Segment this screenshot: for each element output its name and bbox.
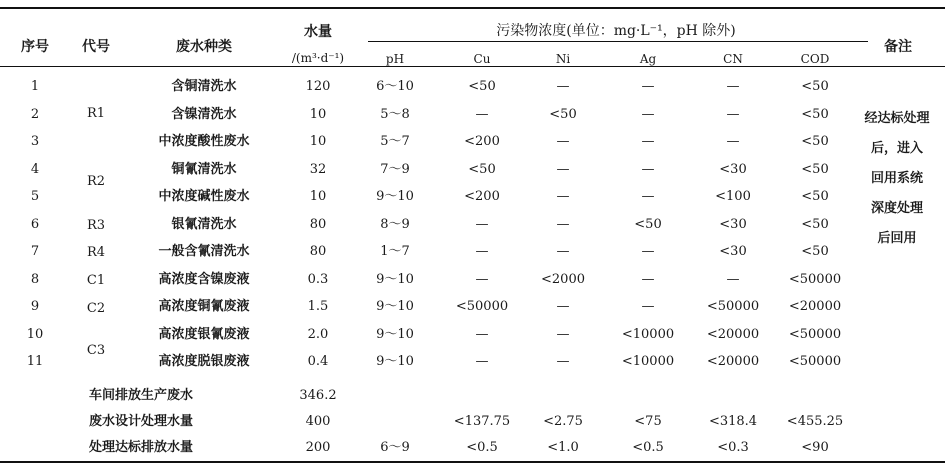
cell-cod: <50 bbox=[801, 134, 829, 149]
header-ni: Ni bbox=[555, 52, 571, 66]
cell-cu: — bbox=[475, 326, 489, 342]
cell-type: 高浓度银氰废液 bbox=[158, 326, 250, 342]
summary-ph: 6～9 bbox=[380, 440, 410, 455]
cell-type: 铜氰清洗水 bbox=[171, 161, 237, 177]
cell-ni: — bbox=[556, 354, 570, 369]
header-cu: Cu bbox=[473, 52, 491, 66]
cell-seq: 2 bbox=[30, 106, 40, 122]
summary-cu: <0.5 bbox=[466, 440, 498, 455]
header-seq: 序号 bbox=[21, 39, 49, 55]
cell-cn: — bbox=[726, 106, 740, 122]
remark-line: 后，进入 bbox=[870, 141, 923, 156]
cell-cod: <50 bbox=[801, 244, 829, 259]
cell-ni: — bbox=[556, 326, 570, 342]
summary-label: 废水设计处理水量 bbox=[88, 414, 194, 429]
header-type: 废水种类 bbox=[176, 39, 232, 55]
summary-ag: <0.5 bbox=[632, 440, 664, 455]
cell-ni: — bbox=[556, 161, 570, 177]
cell-cod: <50000 bbox=[788, 354, 842, 369]
cell-cn: <30 bbox=[719, 216, 747, 232]
cell-ag: <10000 bbox=[621, 326, 675, 342]
cell-ag: — bbox=[641, 79, 655, 94]
cell-cu: — bbox=[475, 354, 489, 369]
cell-ph: 9～10 bbox=[376, 326, 414, 342]
cell-cod: <50000 bbox=[788, 271, 842, 287]
cell-cu: — bbox=[475, 244, 489, 259]
cell-ni: — bbox=[556, 244, 570, 259]
summary-ni: <2.75 bbox=[543, 414, 583, 429]
remark-line: 经达标处理 bbox=[864, 111, 930, 126]
summary-cn: <318.4 bbox=[708, 414, 758, 429]
code-r3: R3 bbox=[86, 218, 106, 233]
cell-cod: <50 bbox=[801, 106, 829, 122]
cell-type: 银氰清洗水 bbox=[171, 216, 237, 232]
cell-volume: 0.4 bbox=[307, 354, 329, 369]
cell-cu: <200 bbox=[464, 134, 500, 149]
header-cn: CN bbox=[723, 52, 743, 66]
cell-cu: — bbox=[475, 106, 489, 122]
cell-volume: 10 bbox=[309, 189, 327, 204]
cell-ag: — bbox=[641, 161, 655, 177]
code-r1: R1 bbox=[86, 106, 106, 121]
remark-line: 后回用 bbox=[877, 231, 917, 246]
cell-cn: — bbox=[726, 271, 740, 287]
cell-ph: 6～10 bbox=[376, 79, 414, 94]
cell-ag: — bbox=[641, 134, 655, 149]
summary-volume: 346.2 bbox=[299, 388, 337, 403]
cell-type: 中浓度碱性废水 bbox=[158, 189, 250, 204]
cell-cn: — bbox=[726, 79, 740, 94]
cell-seq: 1 bbox=[30, 79, 40, 94]
header-ph: pH bbox=[385, 52, 405, 66]
cell-ph: 9～10 bbox=[376, 299, 414, 314]
cell-cn: — bbox=[726, 134, 740, 149]
cell-ph: 8～9 bbox=[380, 216, 410, 232]
cell-ph: 5～8 bbox=[380, 106, 410, 122]
top-rule bbox=[0, 7, 945, 9]
code-c3: C3 bbox=[86, 343, 106, 358]
cell-seq: 4 bbox=[30, 161, 40, 177]
header-volume-unit: /(m³·d⁻¹) bbox=[291, 51, 345, 65]
code-c2: C2 bbox=[86, 301, 106, 316]
remark-line: 深度处理 bbox=[870, 201, 923, 216]
cell-cod: <50000 bbox=[788, 326, 842, 342]
cell-cu: <50 bbox=[468, 79, 496, 94]
cell-volume: 10 bbox=[309, 134, 327, 149]
cell-volume: 80 bbox=[309, 216, 327, 232]
cell-ag: — bbox=[641, 189, 655, 204]
cell-volume: 80 bbox=[309, 244, 327, 259]
cell-type: 高浓度铜氰废液 bbox=[158, 299, 250, 314]
cell-volume: 120 bbox=[305, 79, 331, 94]
summary-cod: <455.25 bbox=[786, 414, 844, 429]
cell-type: 含镍清洗水 bbox=[171, 106, 237, 122]
cell-cn: <50000 bbox=[706, 299, 760, 314]
summary-ni: <1.0 bbox=[547, 440, 579, 455]
summary-cn: <0.3 bbox=[717, 440, 749, 455]
cell-ag: <50 bbox=[634, 216, 662, 232]
header-volume: 水量 bbox=[304, 24, 332, 40]
cell-cod: <20000 bbox=[788, 299, 842, 314]
cell-cod: <50 bbox=[801, 189, 829, 204]
header-remark: 备注 bbox=[884, 39, 912, 55]
cell-seq: 7 bbox=[30, 244, 40, 259]
cell-ni: <2000 bbox=[541, 271, 585, 287]
cell-volume: 10 bbox=[309, 106, 327, 122]
cell-type: 中浓度酸性废水 bbox=[158, 134, 250, 149]
summary-volume: 400 bbox=[305, 414, 331, 429]
header-cod: COD bbox=[800, 52, 830, 66]
summary-label: 处理达标排放水量 bbox=[88, 440, 194, 455]
cell-seq: 3 bbox=[30, 134, 40, 149]
concentration-underline bbox=[368, 41, 868, 42]
cell-cn: <20000 bbox=[706, 326, 760, 342]
cell-cn: <30 bbox=[719, 161, 747, 177]
header-code: 代号 bbox=[82, 39, 110, 55]
cell-cu: — bbox=[475, 216, 489, 232]
cell-ph: 1～7 bbox=[380, 244, 410, 259]
summary-volume: 200 bbox=[305, 440, 331, 455]
cell-ph: 9～10 bbox=[376, 271, 414, 287]
code-r4: R4 bbox=[86, 245, 106, 260]
cell-volume: 1.5 bbox=[307, 299, 329, 314]
cell-ni: — bbox=[556, 189, 570, 204]
cell-volume: 32 bbox=[309, 161, 327, 177]
cell-ph: 7～9 bbox=[380, 161, 410, 177]
cell-type: 高浓度脱银废液 bbox=[158, 354, 250, 369]
cell-cu: <50 bbox=[468, 161, 496, 177]
cell-seq: 10 bbox=[26, 326, 44, 342]
cell-cod: <50 bbox=[801, 216, 829, 232]
cell-cu: — bbox=[475, 271, 489, 287]
cell-type: 高浓度含镍废液 bbox=[158, 271, 250, 287]
cell-cn: <30 bbox=[719, 244, 747, 259]
code-r2: R2 bbox=[86, 174, 106, 189]
cell-ni: — bbox=[556, 216, 570, 232]
cell-ni: — bbox=[556, 134, 570, 149]
cell-ag: — bbox=[641, 271, 655, 287]
cell-ph: 5～7 bbox=[380, 134, 410, 149]
cell-ph: 9～10 bbox=[376, 189, 414, 204]
cell-ni: — bbox=[556, 299, 570, 314]
cell-ag: — bbox=[641, 244, 655, 259]
summary-cu: <137.75 bbox=[453, 414, 511, 429]
cell-cn: <20000 bbox=[706, 354, 760, 369]
cell-seq: 8 bbox=[30, 271, 40, 287]
cell-seq: 5 bbox=[30, 189, 40, 204]
header-ag: Ag bbox=[639, 52, 657, 66]
cell-ag: <10000 bbox=[621, 354, 675, 369]
cell-type: 一般含氰清洗水 bbox=[158, 244, 250, 259]
cell-type: 含铜清洗水 bbox=[171, 79, 237, 94]
cell-ni: <50 bbox=[549, 106, 577, 122]
cell-seq: 11 bbox=[26, 354, 44, 369]
cell-cu: <50000 bbox=[455, 299, 509, 314]
cell-ph: 9～10 bbox=[376, 354, 414, 369]
cell-volume: 0.3 bbox=[307, 271, 329, 287]
cell-cod: <50 bbox=[801, 161, 829, 177]
summary-ag: <75 bbox=[634, 414, 662, 429]
cell-ag: — bbox=[641, 106, 655, 122]
cell-cn: <100 bbox=[715, 189, 751, 204]
cell-seq: 9 bbox=[30, 299, 40, 314]
summary-label: 车间排放生产废水 bbox=[88, 388, 194, 403]
cell-seq: 6 bbox=[30, 216, 40, 232]
summary-cod: <90 bbox=[801, 440, 829, 455]
cell-volume: 2.0 bbox=[307, 326, 329, 342]
code-c1: C1 bbox=[86, 273, 106, 288]
header-concentration: 污染物浓度(单位：mg·L⁻¹，pH 除外) bbox=[496, 23, 736, 39]
cell-cu: <200 bbox=[464, 189, 500, 204]
cell-ag: — bbox=[641, 299, 655, 314]
remark-line: 回用系统 bbox=[870, 171, 923, 186]
cell-ni: — bbox=[556, 79, 570, 94]
cell-cod: <50 bbox=[801, 79, 829, 94]
remark-note bbox=[852, 104, 942, 254]
